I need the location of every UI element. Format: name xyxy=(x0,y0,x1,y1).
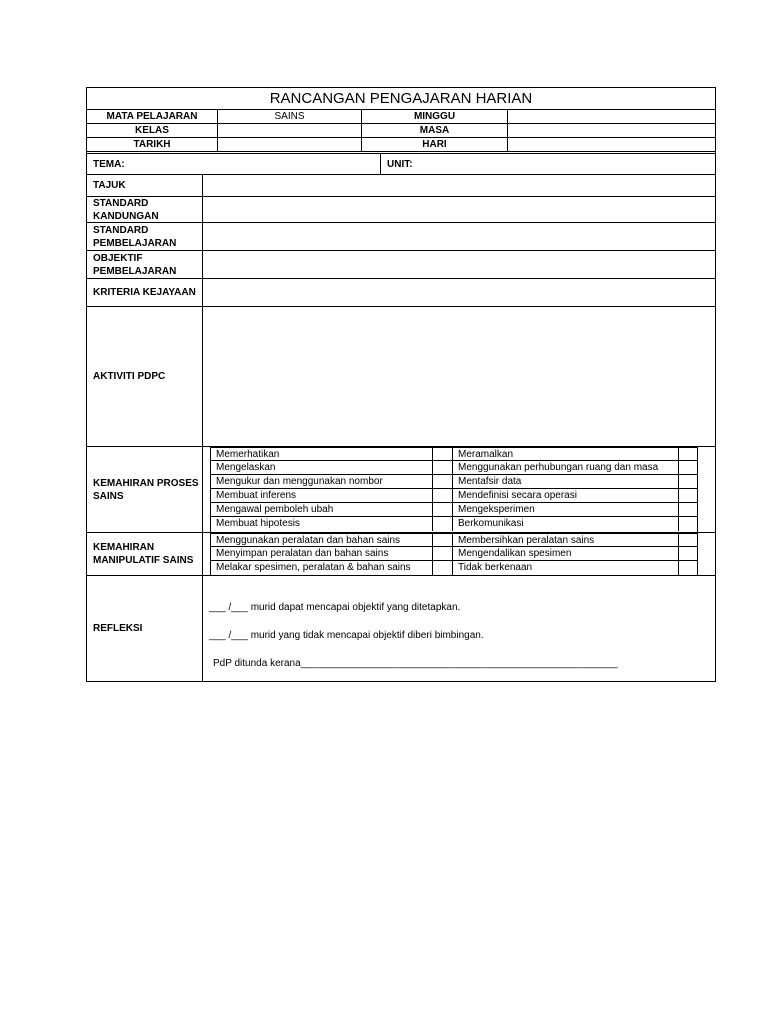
kemahiran-manipulatif-row xyxy=(87,533,715,576)
refleksi-field[interactable] xyxy=(203,576,715,681)
proses-sains-checkbox[interactable] xyxy=(433,448,453,460)
manipulatif-sains-skill-label: Mengendalikan spesimen xyxy=(453,547,679,560)
lesson-plan-form xyxy=(86,87,716,682)
proses-sains-row xyxy=(211,517,697,531)
standard-kandungan-label-line2: KANDUNGAN xyxy=(93,210,159,222)
standard-pembelajaran-label-line2: PEMBELAJARAN xyxy=(93,237,177,249)
manipulatif-sains-skill-label: Tidak berkenaan xyxy=(453,561,679,575)
manipulatif-sains-checkbox[interactable] xyxy=(679,534,697,546)
unit-field[interactable]: UNIT: xyxy=(387,158,413,170)
masa-label: MASA xyxy=(362,124,508,137)
proses-sains-skill-label: Mengukur dan menggunakan nombor xyxy=(211,475,433,488)
proses-sains-checkbox[interactable] xyxy=(433,461,453,474)
proses-sains-checkbox[interactable] xyxy=(679,448,697,460)
proses-sains-skill-label: Membuat inferens xyxy=(211,489,433,502)
tarikh-row xyxy=(87,138,715,152)
kemahiran-manipulatif-label-line1: KEMAHIRAN xyxy=(93,542,155,553)
standard-pembelajaran-field[interactable] xyxy=(203,223,715,250)
manipulatif-sains-skill-label: Melakar spesimen, peralatan & bahan sains xyxy=(211,561,433,575)
proses-sains-checkbox[interactable] xyxy=(679,489,697,502)
manipulatif-sains-checkbox[interactable] xyxy=(433,534,453,546)
tajuk-field[interactable] xyxy=(203,175,715,196)
manipulatif-sains-skill-label: Membersihkan peralatan sains xyxy=(453,534,679,546)
manipulatif-sains-row xyxy=(211,547,697,561)
tajuk-row xyxy=(87,175,715,197)
hari-field[interactable] xyxy=(508,138,715,151)
proses-sains-checkbox[interactable] xyxy=(433,503,453,516)
kemahiran-proses-row xyxy=(87,447,715,533)
proses-sains-checkbox[interactable] xyxy=(679,475,697,488)
proses-sains-checkbox[interactable] xyxy=(433,489,453,502)
objektif-pembelajaran-label xyxy=(87,251,203,278)
refleksi-line-not-achieved[interactable]: ___ /___ murid yang tidak mencapai objektif diberi bimbingan. xyxy=(209,630,484,641)
proses-sains-row xyxy=(211,503,697,517)
proses-sains-row xyxy=(211,447,697,461)
tema-field[interactable]: TEMA: xyxy=(87,154,381,174)
proses-sains-skill-label: Meramalkan xyxy=(453,448,679,460)
aktiviti-pdpc-label: AKTIVITI PDPC xyxy=(87,307,203,446)
kelas-field[interactable] xyxy=(218,124,362,137)
proses-sains-skill-label: Mendefinisi secara operasi xyxy=(453,489,679,502)
proses-sains-checkbox[interactable] xyxy=(679,461,697,474)
objektif-pembelajaran-label-line2: PEMBELAJARAN xyxy=(93,265,177,277)
kemahiran-manipulatif-label xyxy=(87,533,203,575)
proses-sains-checkbox[interactable] xyxy=(679,503,697,516)
aktiviti-pdpc-row xyxy=(87,307,715,447)
title-row xyxy=(87,88,715,110)
manipulatif-sains-table xyxy=(210,533,698,576)
objektif-pembelajaran-row xyxy=(87,251,715,279)
kriteria-kejayaan-field[interactable] xyxy=(203,279,715,306)
mata-pelajaran-label: MATA PELAJARAN xyxy=(87,110,218,123)
objektif-pembelajaran-field[interactable] xyxy=(203,251,715,278)
standard-kandungan-field[interactable] xyxy=(203,197,715,222)
proses-sains-skill-label: Mengelaskan xyxy=(211,461,433,474)
minggu-label: MINGGU xyxy=(362,110,508,123)
proses-sains-checkbox[interactable] xyxy=(433,475,453,488)
proses-sains-checkbox[interactable] xyxy=(679,517,697,531)
manipulatif-sains-skill-label: Menggunakan peralatan dan bahan sains xyxy=(211,534,433,546)
standard-pembelajaran-label-line1: STANDARD xyxy=(93,224,149,236)
kemahiran-manipulatif-label-line2: MANIPULATIF SAINS xyxy=(93,555,194,566)
proses-sains-skill-label: Berkomunikasi xyxy=(453,517,679,531)
proses-sains-skill-label: Mengawal pemboleh ubah xyxy=(211,503,433,516)
tarikh-label: TARIKH xyxy=(87,138,218,151)
hari-label: HARI xyxy=(362,138,508,151)
manipulatif-sains-skill-label: Menyimpan peralatan dan bahan sains xyxy=(211,547,433,560)
proses-sains-skill-label: Membuat hipotesis xyxy=(211,517,433,531)
standard-pembelajaran-label xyxy=(87,223,203,250)
refleksi-row xyxy=(87,576,715,681)
aktiviti-pdpc-field[interactable] xyxy=(203,307,715,446)
kriteria-kejayaan-label: KRITERIA KEJAYAAN xyxy=(87,279,203,306)
kriteria-kejayaan-row xyxy=(87,279,715,307)
proses-sains-skill-label: Memerhatikan xyxy=(211,448,433,460)
kemahiran-proses-label-line1: KEMAHIRAN PROSES xyxy=(93,477,199,489)
manipulatif-sains-checkbox[interactable] xyxy=(433,561,453,575)
tarikh-field[interactable] xyxy=(218,138,362,151)
kelas-label: KELAS xyxy=(87,124,218,137)
mata-pelajaran-value[interactable]: SAINS xyxy=(218,110,362,123)
proses-sains-row xyxy=(211,475,697,489)
refleksi-label: REFLEKSI xyxy=(87,576,203,681)
kelas-row xyxy=(87,124,715,138)
kemahiran-proses-label xyxy=(87,447,203,532)
masa-field[interactable] xyxy=(508,124,715,137)
mata-pelajaran-row xyxy=(87,110,715,124)
proses-sains-checkbox[interactable] xyxy=(433,517,453,531)
standard-pembelajaran-row xyxy=(87,223,715,251)
page-title: RANCANGAN PENGAJARAN HARIAN xyxy=(269,90,533,107)
manipulatif-sains-checkbox[interactable] xyxy=(679,561,697,575)
minggu-field[interactable] xyxy=(508,110,715,123)
refleksi-line-postponed[interactable]: PdP ditunda kerana_________________________________________________________ xyxy=(213,658,618,669)
tema-unit-row xyxy=(87,154,715,175)
kemahiran-proses-label-line2: SAINS xyxy=(93,490,124,502)
standard-kandungan-label xyxy=(87,197,203,222)
manipulatif-sains-row xyxy=(211,533,697,547)
proses-sains-table xyxy=(210,447,698,533)
tajuk-label: TAJUK xyxy=(87,175,203,196)
proses-sains-skill-label: Menggunakan perhubungan ruang dan masa xyxy=(453,461,679,474)
standard-kandungan-label-line1: STANDARD xyxy=(93,197,149,209)
proses-sains-row xyxy=(211,489,697,503)
manipulatif-sains-checkbox[interactable] xyxy=(433,547,453,560)
refleksi-line-achieved[interactable]: ___ /___ murid dapat mencapai objektif yang ditetapkan. xyxy=(209,602,461,613)
objektif-pembelajaran-label-line1: OBJEKTIF xyxy=(93,252,143,264)
proses-sains-skill-label: Mengeksperimen xyxy=(453,503,679,516)
manipulatif-sains-checkbox[interactable] xyxy=(679,547,697,560)
proses-sains-row xyxy=(211,461,697,475)
manipulatif-sains-row xyxy=(211,561,697,575)
standard-kandungan-row xyxy=(87,197,715,223)
proses-sains-skill-label: Mentafsir data xyxy=(453,475,679,488)
